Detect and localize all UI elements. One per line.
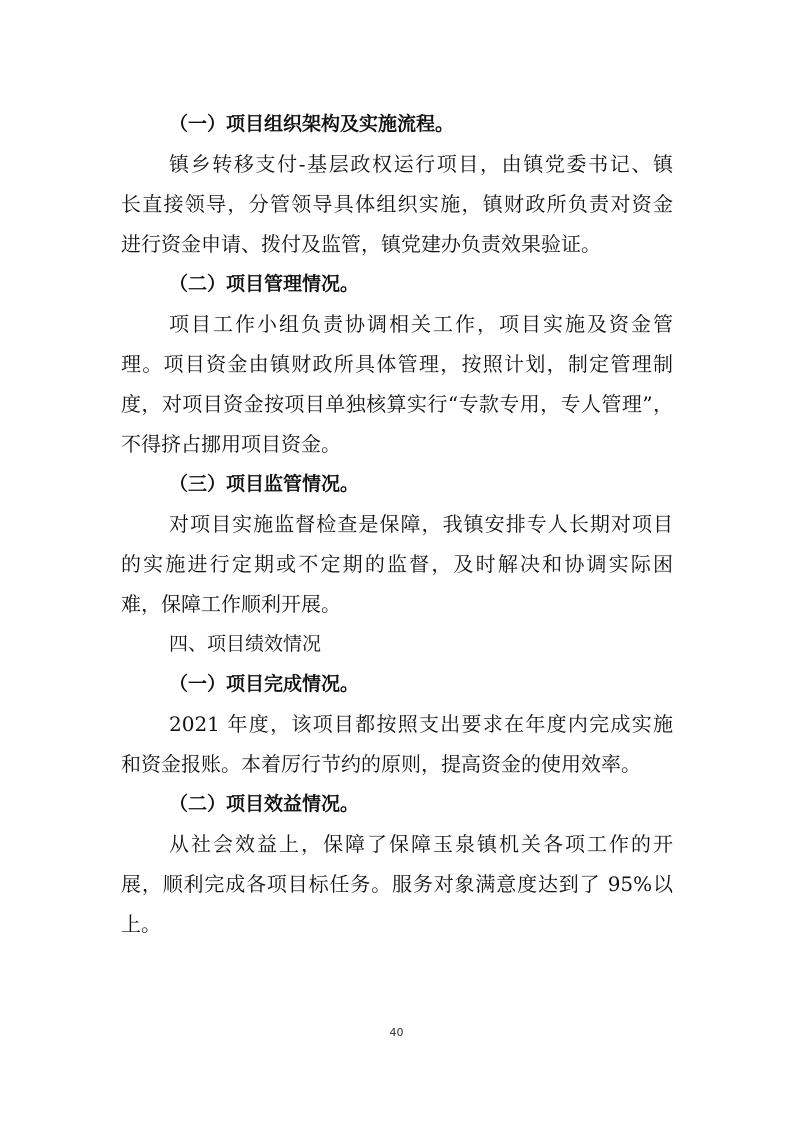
paragraph-line: 长直接领导，分管领导具体组织实施，镇财政所负责对资金 [121, 192, 673, 216]
paragraph-line: 进行资金申请、拨付及监管，镇党建办负责效果验证。 [121, 232, 601, 256]
section-title-performance: 四、项目绩效情况 [169, 633, 322, 655]
document-page [121, 104, 673, 944]
paragraph-line: 展，顺利完成各项目标任务。服务对象满意度达到了 95%以 [121, 872, 673, 896]
paragraph-line: 的实施进行定期或不定期的监督，及时解决和协调实际困 [121, 552, 673, 576]
heading-project-supervision: （三）项目监管情况。 [169, 473, 360, 495]
paragraph-line: 2021 年度，该项目都按照支出要求在年度内完成实施 [169, 712, 673, 736]
heading-project-completion: （一）项目完成情况。 [169, 673, 360, 695]
paragraph-line: 不得挤占挪用项目资金。 [121, 432, 341, 456]
page-number: 40 [389, 1026, 404, 1039]
heading-org-structure: （一）项目组织架构及实施流程。 [169, 113, 455, 135]
paragraph-line: 从社会效益上，保障了保障玉泉镇机关各项工作的开 [169, 832, 673, 856]
paragraph-line: 上。 [121, 912, 161, 936]
heading-project-benefit: （二）项目效益情况。 [169, 793, 360, 815]
paragraph-line: 理。项目资金由镇财政所具体管理，按照计划，制定管理制 [121, 352, 673, 376]
paragraph-line: 项目工作小组负责协调相关工作，项目实施及资金管 [169, 312, 673, 336]
paragraph-line: 度，对项目资金按项目单独核算实行“专款专用，专人管理”， [121, 392, 673, 416]
paragraph-line: 对项目实施监督检查是保障，我镇安排专人长期对项目 [169, 512, 673, 536]
paragraph-line: 镇乡转移支付-基层政权运行项目，由镇党委书记、镇 [169, 152, 673, 176]
heading-project-management: （二）项目管理情况。 [169, 273, 360, 295]
paragraph-line: 和资金报账。本着厉行节约的原则，提高资金的使用效率。 [121, 752, 641, 776]
paragraph-line: 难，保障工作顺利开展。 [121, 592, 341, 616]
